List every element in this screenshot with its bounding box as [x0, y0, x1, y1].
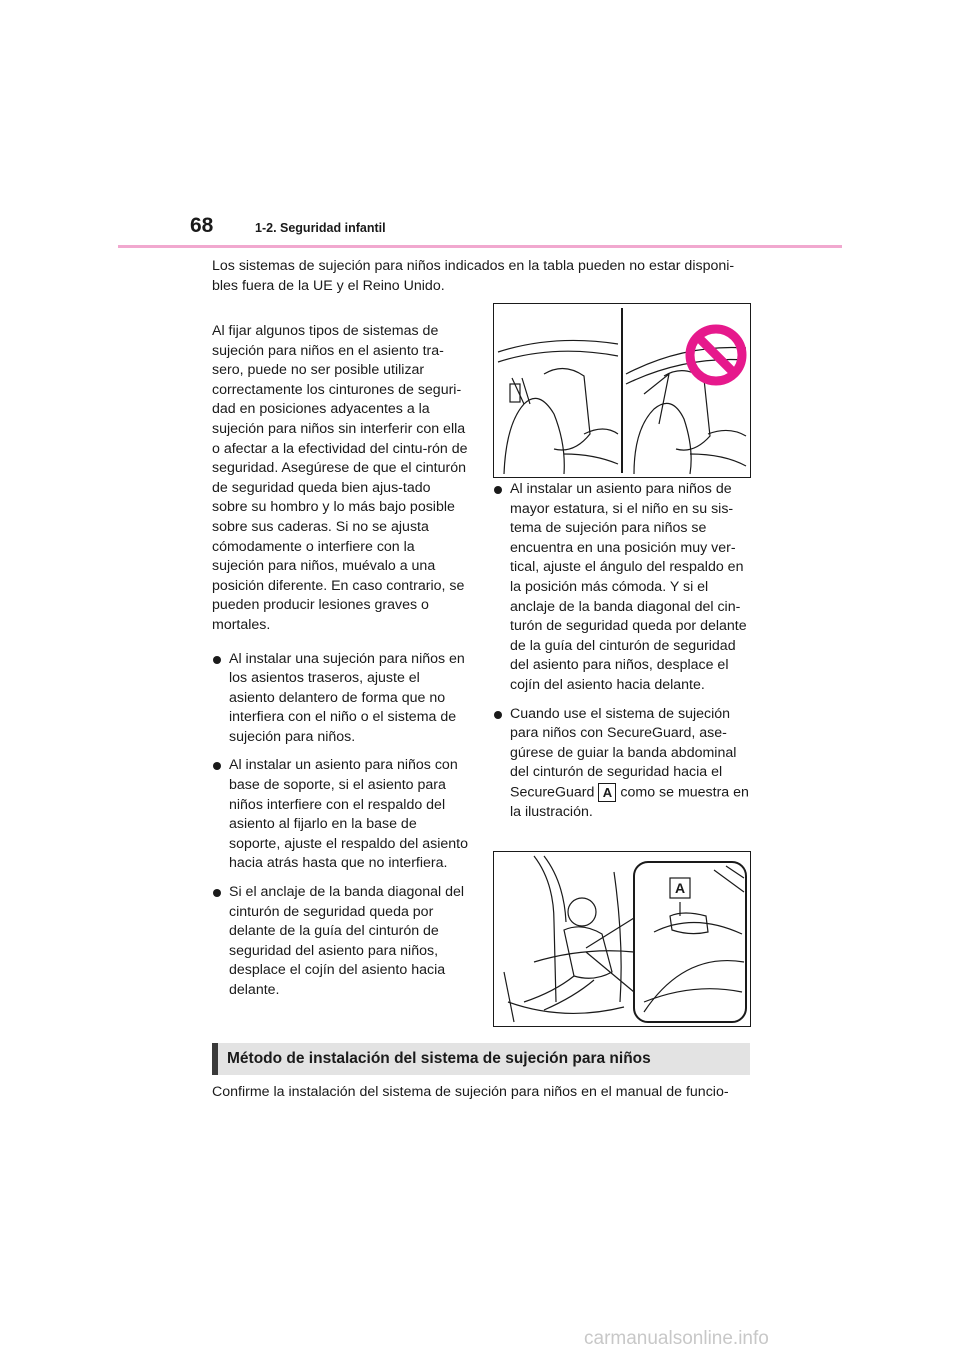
subheading-box — [212, 1043, 750, 1075]
subheading-accent-bar — [212, 1043, 218, 1075]
bullet-icon — [494, 711, 502, 719]
closing-paragraph: Confirme la instalación del sistema de sujeción para niños en el manual de funcio- — [212, 1084, 729, 1100]
seat-illustration-drawing — [494, 304, 750, 477]
prohibited-icon — [690, 329, 742, 381]
left-bullet-list — [212, 650, 468, 1001]
bullet-icon — [494, 486, 502, 494]
page-number: 68 — [190, 214, 214, 237]
list-item: Cuando use el sistema de sujeción para niños con SecureGuard, ase-gúrese de guiar la banda abdominal del cinturón de seguridad hacia el SecureGuard A como se muestra en la ilustración. — [493, 705, 753, 823]
bullet-icon — [213, 656, 221, 664]
secureguard-illustration — [493, 851, 751, 1027]
seat-position-illustration — [493, 303, 751, 478]
header-rule — [118, 245, 842, 248]
section-title: 1-2. Seguridad infantil — [255, 221, 386, 235]
callout-a-label: A — [674, 880, 686, 896]
watermark: carmanualsonline.info — [584, 1328, 769, 1349]
callout-a-badge: A — [598, 783, 616, 802]
list-item: Al instalar un asiento para niños de mayor estatura, si el niño en su sis-tema de sujeción para niños se encuentra en una posición muy ver-tical, ajuste el ángulo del respaldo en la posición más cómoda. Y si el anclaje de la banda diagonal del cin-turón de seguridad queda por delante de la guía del cinturón de seguridad del asiento para niños, desplace el cojín del asiento hacia delante. — [493, 480, 753, 696]
subheading-title: Método de instalación del sistema de sujeción para niños — [227, 1050, 651, 1067]
secureguard-drawing — [494, 852, 750, 1026]
left-column — [212, 322, 468, 1010]
right-column — [493, 480, 753, 831]
list-item: Al instalar una sujeción para niños en los asientos traseros, ajuste el asiento delantero de forma que no interfiera con el niño o el sistema de sujeción para niños. — [212, 650, 468, 748]
bullet-icon — [213, 889, 221, 897]
intro-paragraph: Los sistemas de sujeción para niños indicados en la tabla pueden no estar disponi-bles fuera de la UE y el Reino Unido. — [212, 258, 735, 294]
left-paragraph: Al fijar algunos tipos de sistemas de sujeción para niños en el asiento tra-sero, puede no ser posible utilizar correctamente los cinturones de seguri-dad en posiciones adyacentes a la sujeción para niños sin interferir con ella o afectar a la efectividad del cintu-rón de seguridad. Asegúrese de que el cinturón de seguridad queda bien ajus-tado sobre su hombro y lo más bajo posible sobre sus caderas. Si no se ajusta cómodamente o interfiere con la sujeción para niños, muévalo a una posición diferente. En caso contrario, se pueden producir lesiones graves o mortales. — [212, 323, 468, 633]
right-bullet-list — [493, 480, 753, 822]
list-item: Si el anclaje de la banda diagonal del cinturón de seguridad queda por delante de la guía del cinturón de seguridad del asiento para niños, desplace el cojín del asiento hacia delante. — [212, 883, 468, 1001]
bullet-icon — [213, 762, 221, 770]
list-item: Al instalar un asiento para niños con base de soporte, si el asiento para niños interfiere con el respaldo del asiento al fijarlo en la base de soporte, ajuste el respaldo del asiento hacia atrás hasta que no interfiera. — [212, 756, 468, 874]
